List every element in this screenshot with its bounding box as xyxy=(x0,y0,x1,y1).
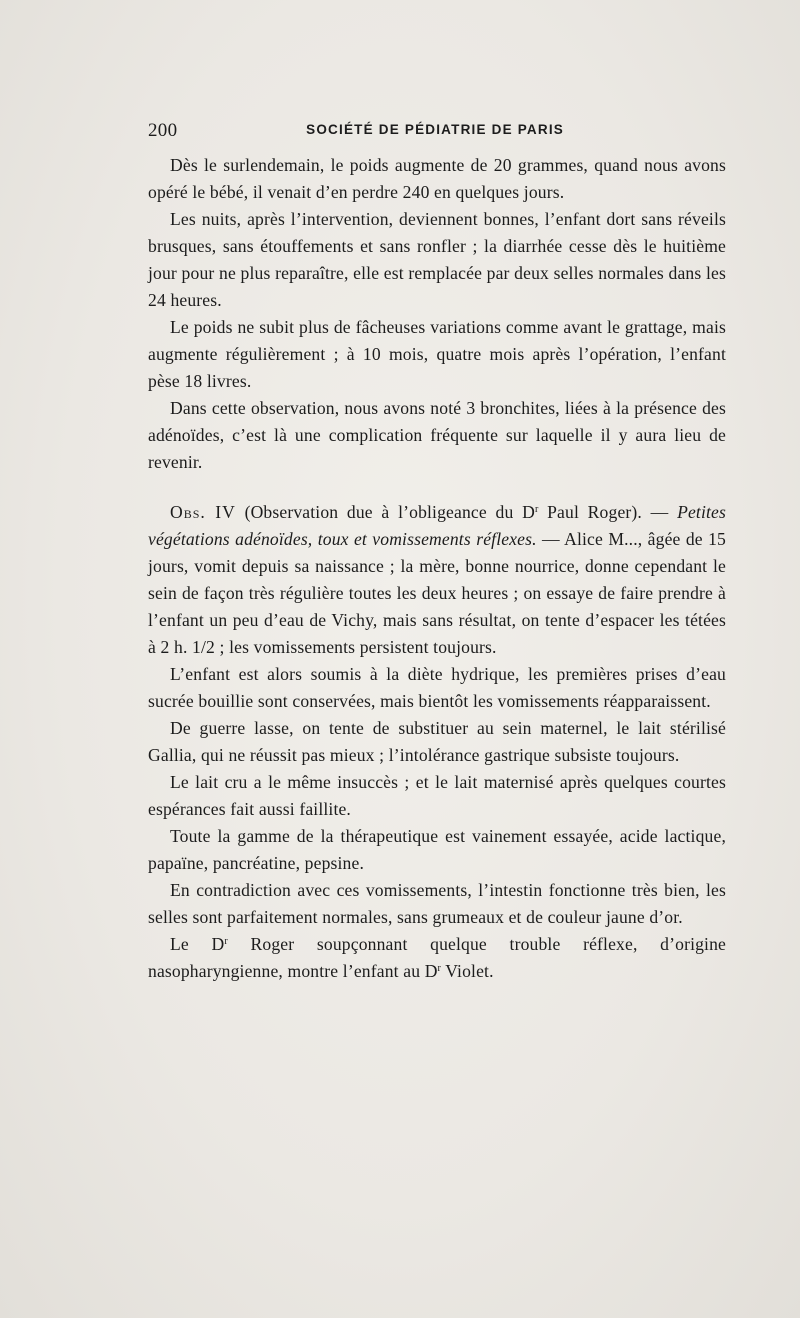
paragraph: En contradiction avec ces vomissements, l’intestin fonctionne très bien, les selles sont parfaitement normales, sans grumeaux et de couleur jaune d’or. xyxy=(148,880,726,927)
observation-text: — Alice M..., âgée de 15 jours, vomit depuis sa naissance ; la mère, bonne nourrice, donne cependant le sein de façon très régulière toutes les deux heures ; on essaye de faire prendre à l’enfant un peu d’eau de Vichy, mais sans résultat, on tente d’espacer les tétées à 2 h. 1/2 ; les vomissements persistent toujours. xyxy=(148,529,726,657)
text-run: Le D xyxy=(170,934,225,954)
body-text xyxy=(148,152,726,985)
paragraph: Dès le surlendemain, le poids augmente de 20 grammes, quand nous avons opéré le bébé, il venait d’en perdre 240 en quelques jours. xyxy=(148,155,726,202)
observation-intro-cont: Paul Roger). — xyxy=(538,502,678,522)
superscript: r xyxy=(224,936,228,947)
paragraph: Toute la gamme de la thérapeutique est vainement essayée, acide lactique, papaïne, pancréatine, pepsine. xyxy=(148,826,726,873)
text-run: Violet. xyxy=(441,961,494,981)
page-number: 200 xyxy=(148,120,178,141)
running-head: SOCIÉTÉ DE PÉDIATRIE DE PARIS xyxy=(306,122,564,137)
superscript: r xyxy=(534,504,539,515)
paragraph: Dans cette observation, nous avons noté 3 bronchites, liées à la présence des adénoïdes, c’est là une complication fréquente sur laquelle il y aura lieu de revenir. xyxy=(148,398,726,472)
observation-intro: (Observation due à l’obligeance du D xyxy=(235,502,535,522)
observation-paragraph xyxy=(148,499,726,661)
paragraph: L’enfant est alors soumis à la diète hydrique, les premières prises d’eau sucrée bouillie sont conservées, mais bientôt les vomissements réapparaissent. xyxy=(148,664,726,711)
paragraph: Les nuits, après l’intervention, deviennent bonnes, l’enfant dort sans réveils brusques, sans étouffements et sans ronfler ; la diarrhée cesse dès le huitième jour pour ne plus reparaître, elle est remplacée par deux selles normales dans les 24 heures. xyxy=(148,209,726,310)
superscript: r xyxy=(437,963,442,974)
paragraph: Le lait cru a le même insuccès ; et le lait maternisé après quelques courtes espérances fait aussi faillite. xyxy=(148,772,726,819)
paragraph: De guerre lasse, on tente de substituer au sein maternel, le lait stérilisé Gallia, qui ne réussit pas mieux ; l’intolérance gastrique subsiste toujours. xyxy=(148,718,726,765)
last-paragraph xyxy=(148,931,726,985)
text-run: Roger soupçonnant quelque trouble réflexe, d’origine nasopharyngienne, montre l’enfant au D xyxy=(148,934,727,981)
observation-label: Obs. IV xyxy=(170,502,236,522)
paragraph: Le poids ne subit plus de fâcheuses variations comme avant le grattage, mais augmente régulièrement ; à 10 mois, quatre mois après l’opération, l’enfant pèse 18 livres. xyxy=(148,317,726,391)
observation-title: Petites végétations adénoïdes, toux et vomissements réflexes. xyxy=(148,502,727,549)
page-header xyxy=(148,120,564,144)
